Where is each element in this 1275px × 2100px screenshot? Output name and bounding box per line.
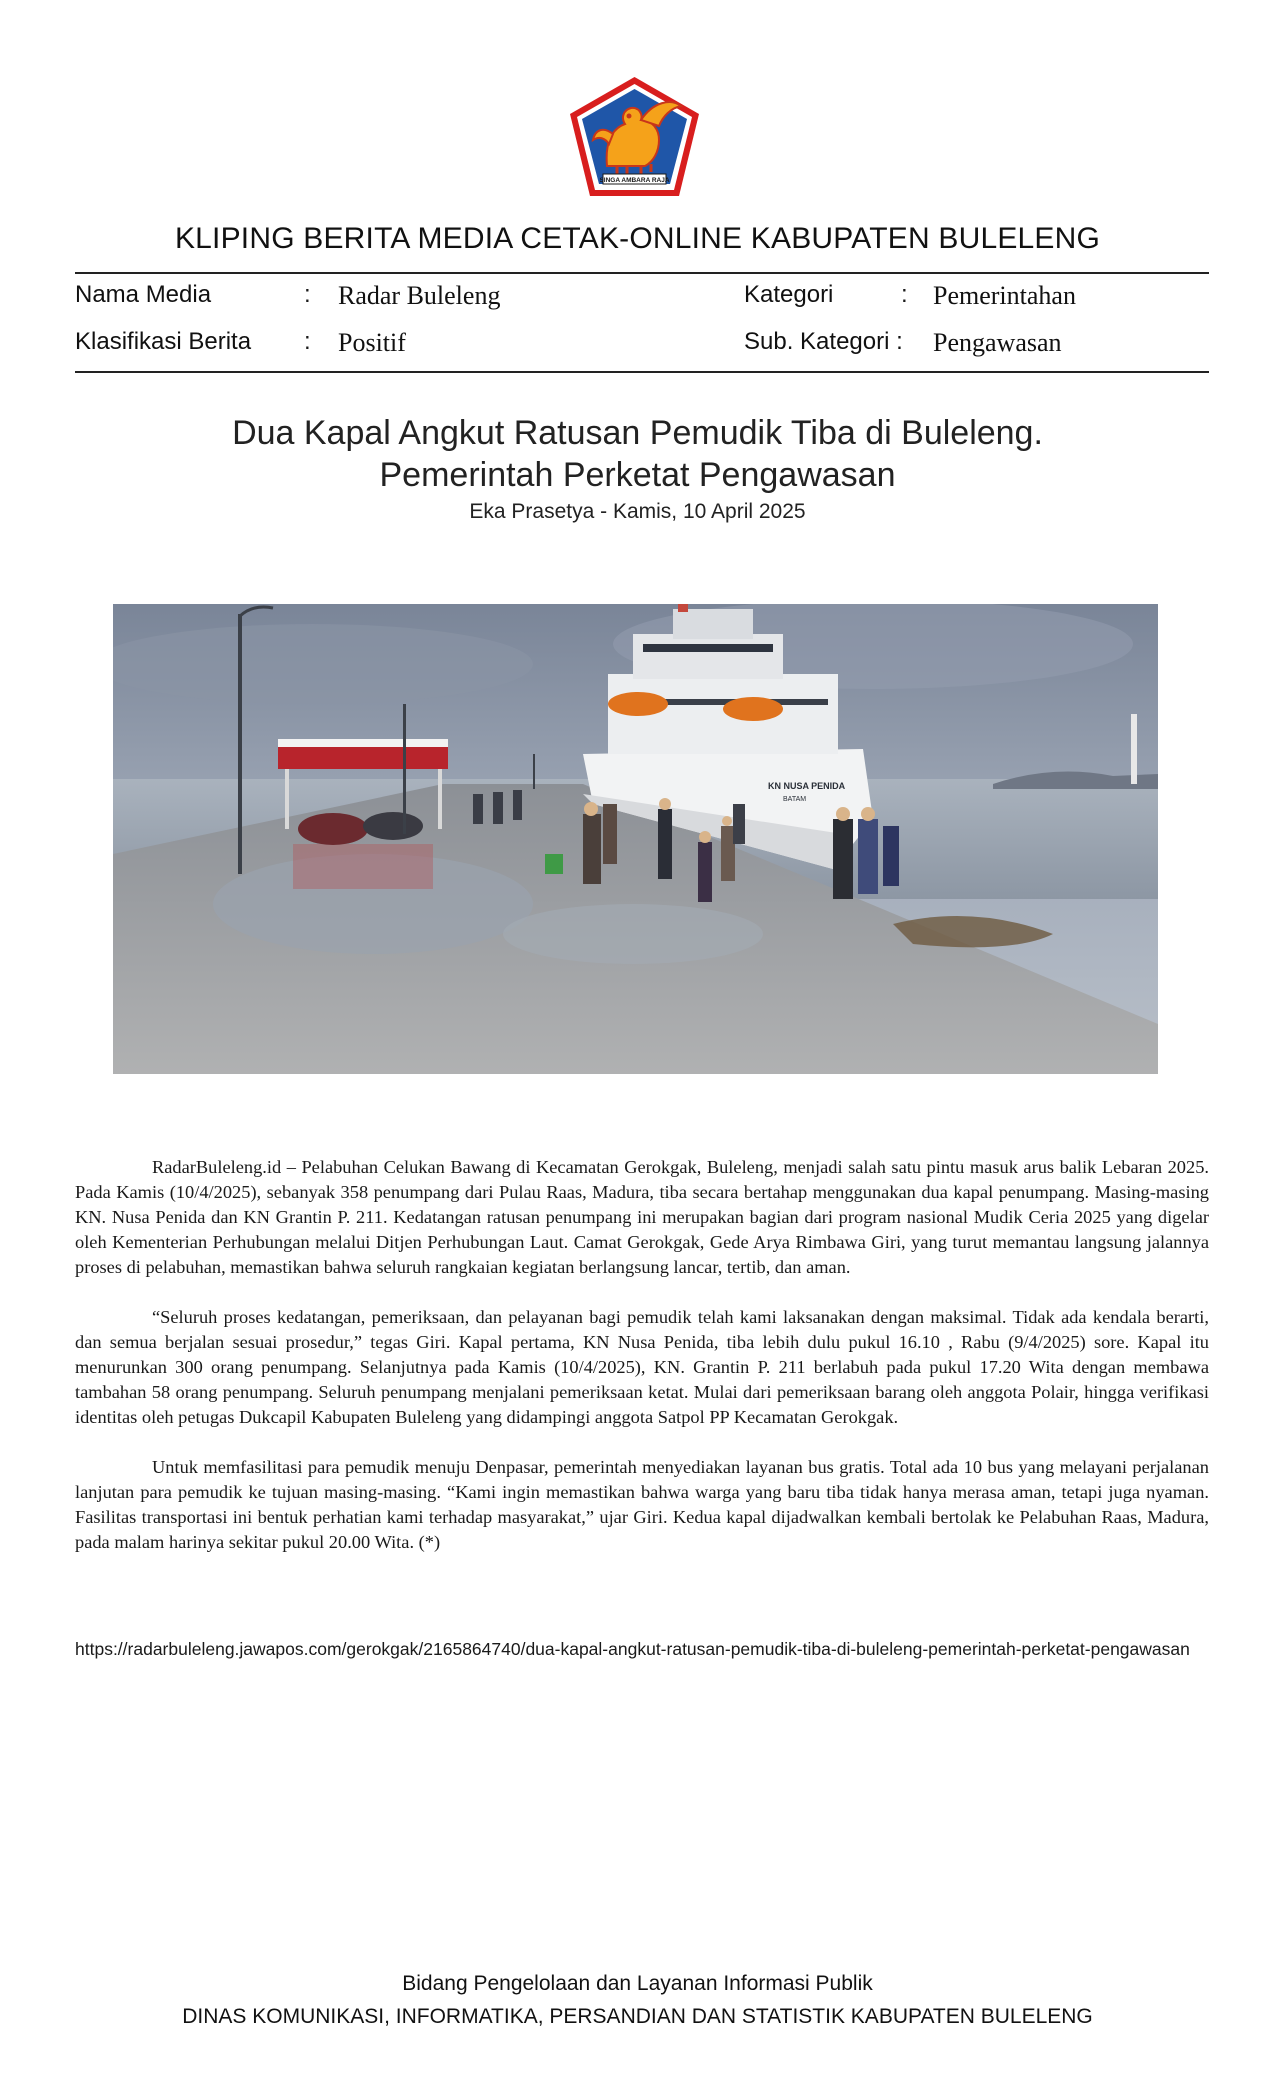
footer-division: Bidang Pengelolaan dan Layanan Informasi Publik bbox=[402, 1972, 873, 1995]
article-paragraph-1: RadarBuleleng.id – Pelabuhan Celukan Bawang di Kecamatan Gerokgak, Buleleng, menjadi salah satu pintu masuk arus balik Lebaran 2025. Pada Kamis (10/4/2025), sebanyak 358 penumpang dari Pulau Raas, Madura, tiba secara bertahap menggunakan dua kapal penumpang. Masing-masing KN. Nusa Penida dan KN Grantin P. 211. Kedatangan ratusan penumpang ini merupakan bagian dari program nasional Mudik Ceria 2025 yang digelar oleh Kementerian Perhubungan melalui Ditjen Perhubungan Laut. Camat Gerokgak, Gede Arya Rimbawa Giri, yang turut memantau langsung jalannya proses di pelabuhan, memastikan bahwa seluruh rangkaian kegiatan berlangsung lancar, tertib, dan aman. bbox=[75, 1157, 1209, 1277]
subcategory-label: Sub. Kategori : bbox=[744, 328, 903, 355]
category-colon: : bbox=[901, 281, 908, 308]
classification-value: Positif bbox=[338, 328, 406, 357]
source-url-link[interactable]: https://radarbuleleng.jawapos.com/gerokgak/2165864740/dua-kapal-angkut-ratusan-pemudik-tiba-di-buleleng-pemerintah-perketat-pengawasan bbox=[75, 1639, 1190, 1659]
article-byline: Eka Prasetya - Kamis, 10 April 2025 bbox=[469, 500, 806, 523]
article-body bbox=[75, 1155, 1209, 1580]
svg-text:KN NUSA PENIDA: KN NUSA PENIDA bbox=[768, 781, 846, 791]
classification-colon: : bbox=[304, 328, 311, 355]
media-colon: : bbox=[304, 281, 311, 308]
lion-emblem-icon bbox=[567, 74, 702, 199]
category-label: Kategori bbox=[744, 281, 834, 308]
svg-text:BATAM: BATAM bbox=[783, 796, 807, 803]
buleleng-emblem-logo bbox=[567, 74, 702, 199]
article-paragraph-3: Untuk memfasilitasi para pemudik menuju Denpasar, pemerintah menyediakan layanan bus gratis. Total ada 10 bus yang melayani perjalanan lanjutan para pemudik ke tujuan masing-masing. “Kami ingin memastikan bahwa warga yang baru tiba tidak hanya merasa aman, tetapi juga nyaman. Fasilitas transportasi ini bentuk perhatian kami terhadap masyarakat,” ujar Giri. Kedua kapal dijadwalkan kembali bertolak ke Pelabuhan Raas, Madura, pada malam harinya sekitar pukul 20.00 Wita. (*) bbox=[75, 1457, 1209, 1552]
header-divider-top bbox=[75, 272, 1209, 274]
svg-text:SINGA AMBARA RAJA: SINGA AMBARA RAJA bbox=[599, 177, 670, 184]
meta-row-classification bbox=[75, 328, 1209, 364]
article-title-line1: Dua Kapal Angkut Ratusan Pemudik Tiba di Buleleng. bbox=[232, 414, 1043, 452]
media-label: Nama Media bbox=[75, 281, 212, 308]
document-header-title: KLIPING BERITA MEDIA CETAK-ONLINE KABUPATEN BULELENG bbox=[174, 222, 1101, 255]
article-title-line2: Pemerintah Perketat Pengawasan bbox=[379, 456, 896, 494]
header-divider-bottom bbox=[75, 371, 1209, 373]
subcategory-value: Pengawasan bbox=[933, 328, 1062, 357]
media-value: Radar Buleleng bbox=[338, 281, 501, 310]
meta-row-media bbox=[75, 281, 1209, 317]
article-paragraph-2: “Seluruh proses kedatangan, pemeriksaan, dan pelayanan bagi pemudik telah kami laksanakan dengan maksimal. Tidak ada kendala berarti, dan semua berjalan sesuai prosedur,” tegas Giri. Kapal pertama, KN Nusa Penida, tiba lebih dulu pukul 16.10 , Rabu (9/4/2025) sore. Kapal itu menurunkan 300 orang penumpang. Selanjutnya pada Kamis (10/4/2025), KN. Grantin P. 211 berlabuh pada pukul 17.20 Wita dengan membawa tambahan 58 orang penumpang. Seluruh penumpang menjalani pemeriksaan ketat. Mulai dari pemeriksaan barang oleh anggota Polair, hingga verifikasi identitas oleh petugas Dukcapil Kabupaten Buleleng yang didampingi anggota Satpol PP Kecamatan Gerokgak. bbox=[75, 1307, 1209, 1427]
category-value: Pemerintahan bbox=[933, 281, 1076, 310]
footer-agency: DINAS KOMUNIKASI, INFORMATIKA, PERSANDIAN DAN STATISTIK KABUPATEN BULELENG bbox=[182, 2005, 1093, 2028]
article-photo bbox=[113, 604, 1158, 1074]
classification-label: Klasifikasi Berita bbox=[75, 328, 252, 355]
